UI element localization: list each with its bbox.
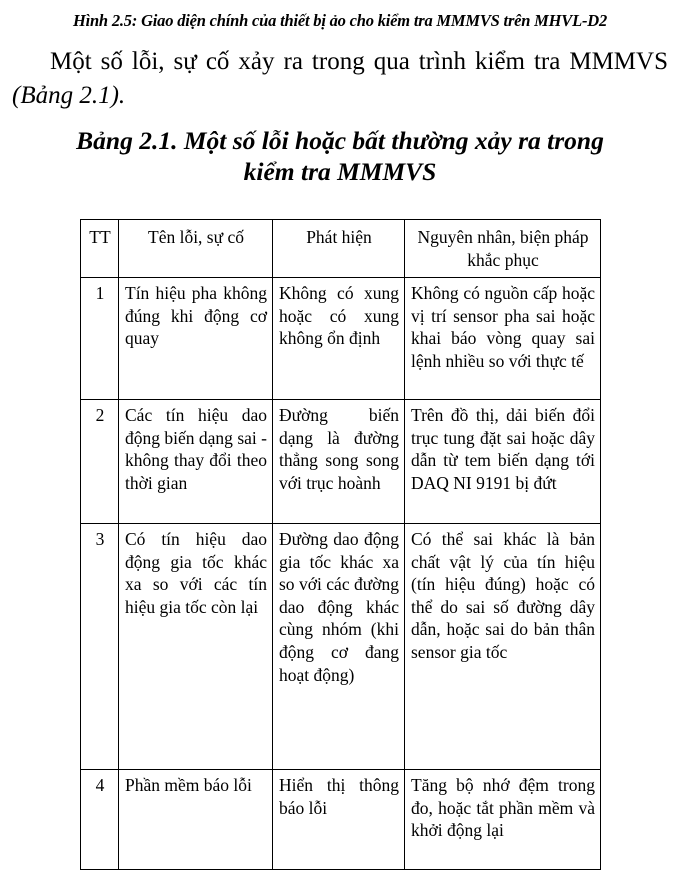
document-page — [0, 10, 680, 871]
cell-detection: Đường biến dạng là đường thẳng song song với trục hoành — [273, 400, 405, 524]
column-header-name: Tên lỗi, sự cố — [119, 220, 273, 278]
cell-cause: Tăng bộ nhớ đệm trong đo, hoặc tắt phần mềm và khởi động lại — [405, 770, 601, 870]
table-header — [81, 220, 601, 278]
error-table-container — [80, 219, 600, 870]
table-body — [81, 278, 601, 870]
cell-detection: Đường dao động gia tốc khác xa so với các đường dao động khác cùng nhóm (khi động cơ đang hoạt động) — [273, 524, 405, 770]
table-row — [81, 278, 601, 400]
table-row — [81, 524, 601, 770]
error-table — [80, 219, 601, 870]
body-paragraph — [12, 45, 668, 112]
cell-tt: 2 — [81, 400, 119, 524]
cell-cause: Có thể sai khác là bản chất vật lý của tín hiệu (tín hiệu đúng) hoặc có thể do sai số đường dây dẫn, hoặc sai do bản thân sensor gia tốc — [405, 524, 601, 770]
cell-name: Tín hiệu pha không đúng khi động cơ quay — [119, 278, 273, 400]
cell-tt: 4 — [81, 770, 119, 870]
cell-detection: Không có xung hoặc có xung không ổn định — [273, 278, 405, 400]
cell-name: Các tín hiệu dao động biến dạng sai - không thay đổi theo thời gian — [119, 400, 273, 524]
table-row — [81, 770, 601, 870]
body-paragraph-reference: (Bảng 2.1). — [12, 81, 126, 109]
figure-caption: Hình 2.5: Giao diện chính của thiết bị ảo cho kiểm tra MMMVS trên MHVL-D2 — [72, 11, 608, 30]
column-header-tt: TT — [81, 220, 119, 278]
column-header-detection: Phát hiện — [273, 220, 405, 278]
table-row — [81, 400, 601, 524]
cell-tt: 3 — [81, 524, 119, 770]
cell-tt: 1 — [81, 278, 119, 400]
table-title — [36, 126, 644, 187]
cell-cause: Không có nguồn cấp hoặc vị trí sensor pha sai hoặc khai báo vòng quay sai lệnh nhiều so với thực tế — [405, 278, 601, 400]
table-title-line2: kiểm tra MMMVS — [243, 156, 437, 186]
cell-name: Có tín hiệu dao động gia tốc khác xa so với các tín hiệu gia tốc còn lại — [119, 524, 273, 770]
cell-name: Phần mềm báo lỗi — [119, 770, 273, 870]
cell-cause: Trên đồ thị, dải biến đổi trục tung đặt sai hoặc dây dẫn từ tem biến dạng tới DAQ NI 9191 bị đứt — [405, 400, 601, 524]
cell-detection: Hiển thị thông báo lỗi — [273, 770, 405, 870]
table-title-line1: Bảng 2.1. Một số lỗi hoặc bất thường xảy ra trong — [76, 126, 604, 156]
body-paragraph-text: Một số lỗi, sự cố xảy ra trong qua trình kiểm tra MMMVS — [50, 48, 668, 76]
column-header-cause: Nguyên nhân, biện pháp khắc phục — [405, 220, 601, 278]
table-header-row — [81, 220, 601, 278]
